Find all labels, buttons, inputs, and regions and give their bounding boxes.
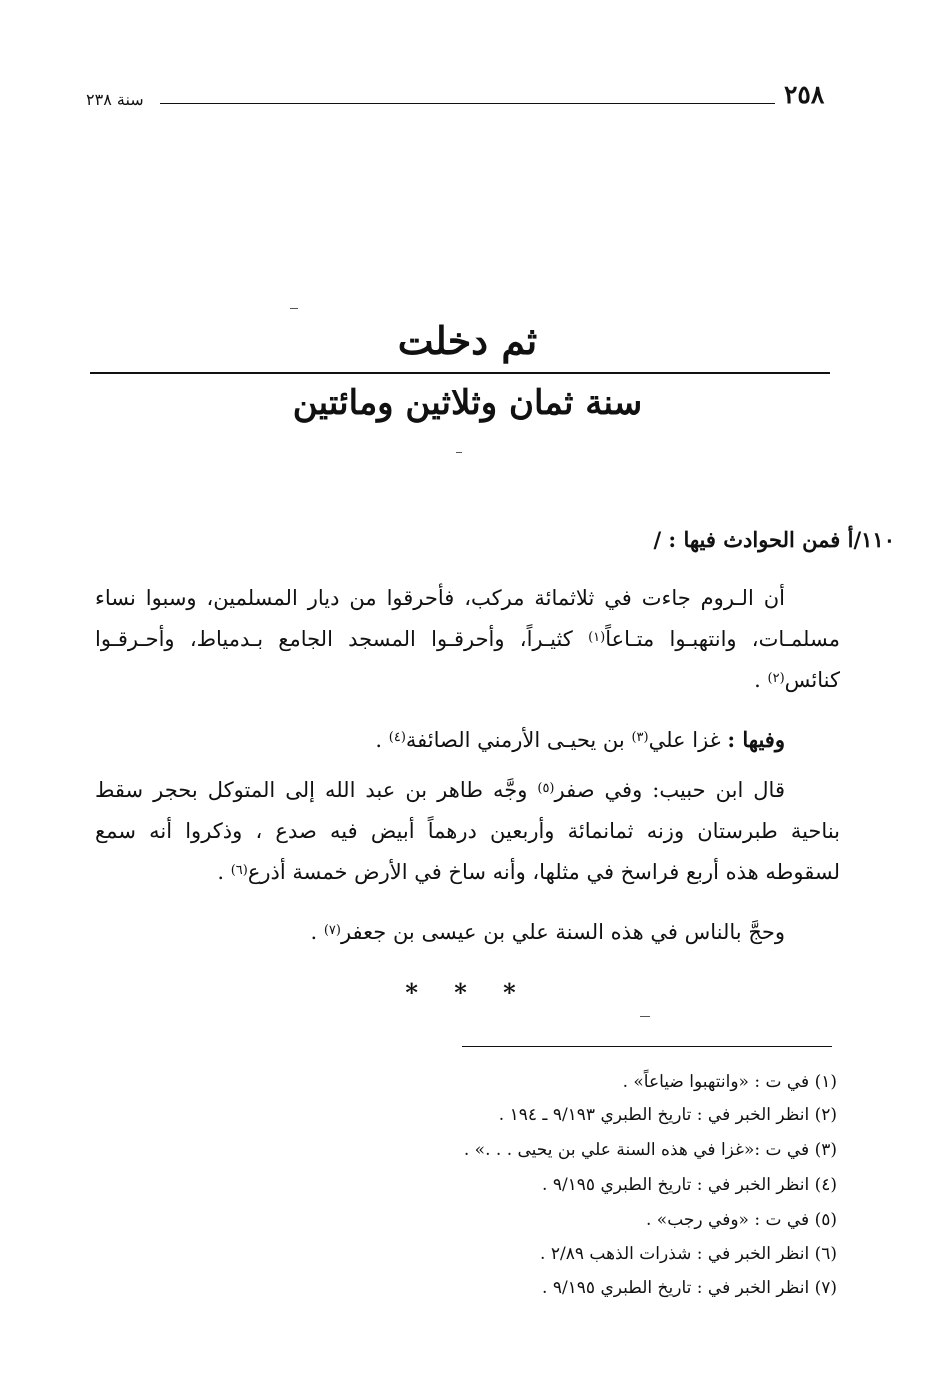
paragraph-text: . [310,920,324,944]
section-heading-text: فمن الحوادث فيها : / [653,527,841,552]
footnote-ref-7[interactable]: (٧) [323,923,341,938]
title-rule [90,372,830,374]
paragraph-text: وجَّه طاهر بن عبد الله إلى المتوكل بحجر سقط بناحية طبرستان وزنه ثمانمائة وأربعين درهماً أبيض فيه صدع ، وذكروا أنه سمع لسقوطه هذه أربع فراسخ في مثلها، وأنه ساخ في الأرض خمسة أذرع [95,778,840,884]
paragraph-text: غزا علي [648,728,728,752]
running-title: سنة ٢٣٨ [86,90,144,109]
paragraph-3 [95,770,840,893]
footnote-rule [462,1046,832,1047]
chapter-title-line2: سنة ثمان وثلاثين ومائتين [292,383,643,423]
footnote-1: (١) في ت : «وانتهبوا ضياعاً» . [622,1072,837,1092]
scan-speck [640,1016,650,1017]
paragraph-text: وحجَّ بالناس في هذه السنة علي بن عيسى بن جعفر [340,920,785,944]
footnote-ref-2[interactable]: (٢) [767,671,785,686]
footnote-5: (٥) في ت : «وفي رجب» . [646,1210,837,1230]
header-rule [160,103,775,104]
folio-marker: ١١٠/أ [847,527,895,552]
paragraph-text: . [375,728,389,752]
footnote-ref-4[interactable]: (٤) [388,730,406,745]
scan-speck [456,452,462,453]
paragraph-4 [95,912,840,953]
footnote-7: (٧) انظر الخبر في : تاريخ الطبري ٩/١٩٥ . [542,1278,837,1298]
footnote-ref-6[interactable]: (٦) [230,863,248,878]
paragraph-text: أن الـروم جاءت في ثلاثمائة مركب، فأحرقوا من ديار المسلمين، وسبوا نساء مسلمـات، وانتهبـوا متـاعاً [95,586,840,651]
chapter-title-line1: ثم دخلت [397,318,538,363]
scan-speck [290,308,298,309]
footnote-ref-5[interactable]: (٥) [537,781,555,796]
paragraph-lead: وفيها : [727,727,785,752]
paragraph-2 [95,719,840,761]
paragraph-text: بن يحيـى الأرمني الصائفة [405,728,632,752]
paragraph-text: . [754,668,768,692]
paragraph-1 [95,578,840,701]
page-number: ٢٥٨ [784,80,825,109]
section-separator: * * * [405,978,530,1007]
section-heading [653,527,895,552]
footnote-ref-3[interactable]: (٣) [631,730,649,745]
paragraph-text: كثيـراً، وأحرقـوا المسجد الجامع بـدمياط، وأحـرقـوا كنائس [95,627,840,692]
footnote-4: (٤) انظر الخبر في : تاريخ الطبري ٩/١٩٥ . [542,1175,837,1195]
paragraph-text: قال ابن حبيب: وفي صفر [554,778,785,802]
footnote-ref-1[interactable]: (١) [588,630,606,645]
footnote-6: (٦) انظر الخبر في : شذرات الذهب ٢/٨٩ . [540,1244,837,1264]
paragraph-text: . [217,860,231,884]
footnote-2: (٢) انظر الخبر في : تاريخ الطبري ٩/١٩٣ ـ ١٩٤ . [498,1105,837,1125]
footnote-3: (٣) في ت :«غزا في هذه السنة علي بن يحيى . . .» . [463,1140,837,1160]
